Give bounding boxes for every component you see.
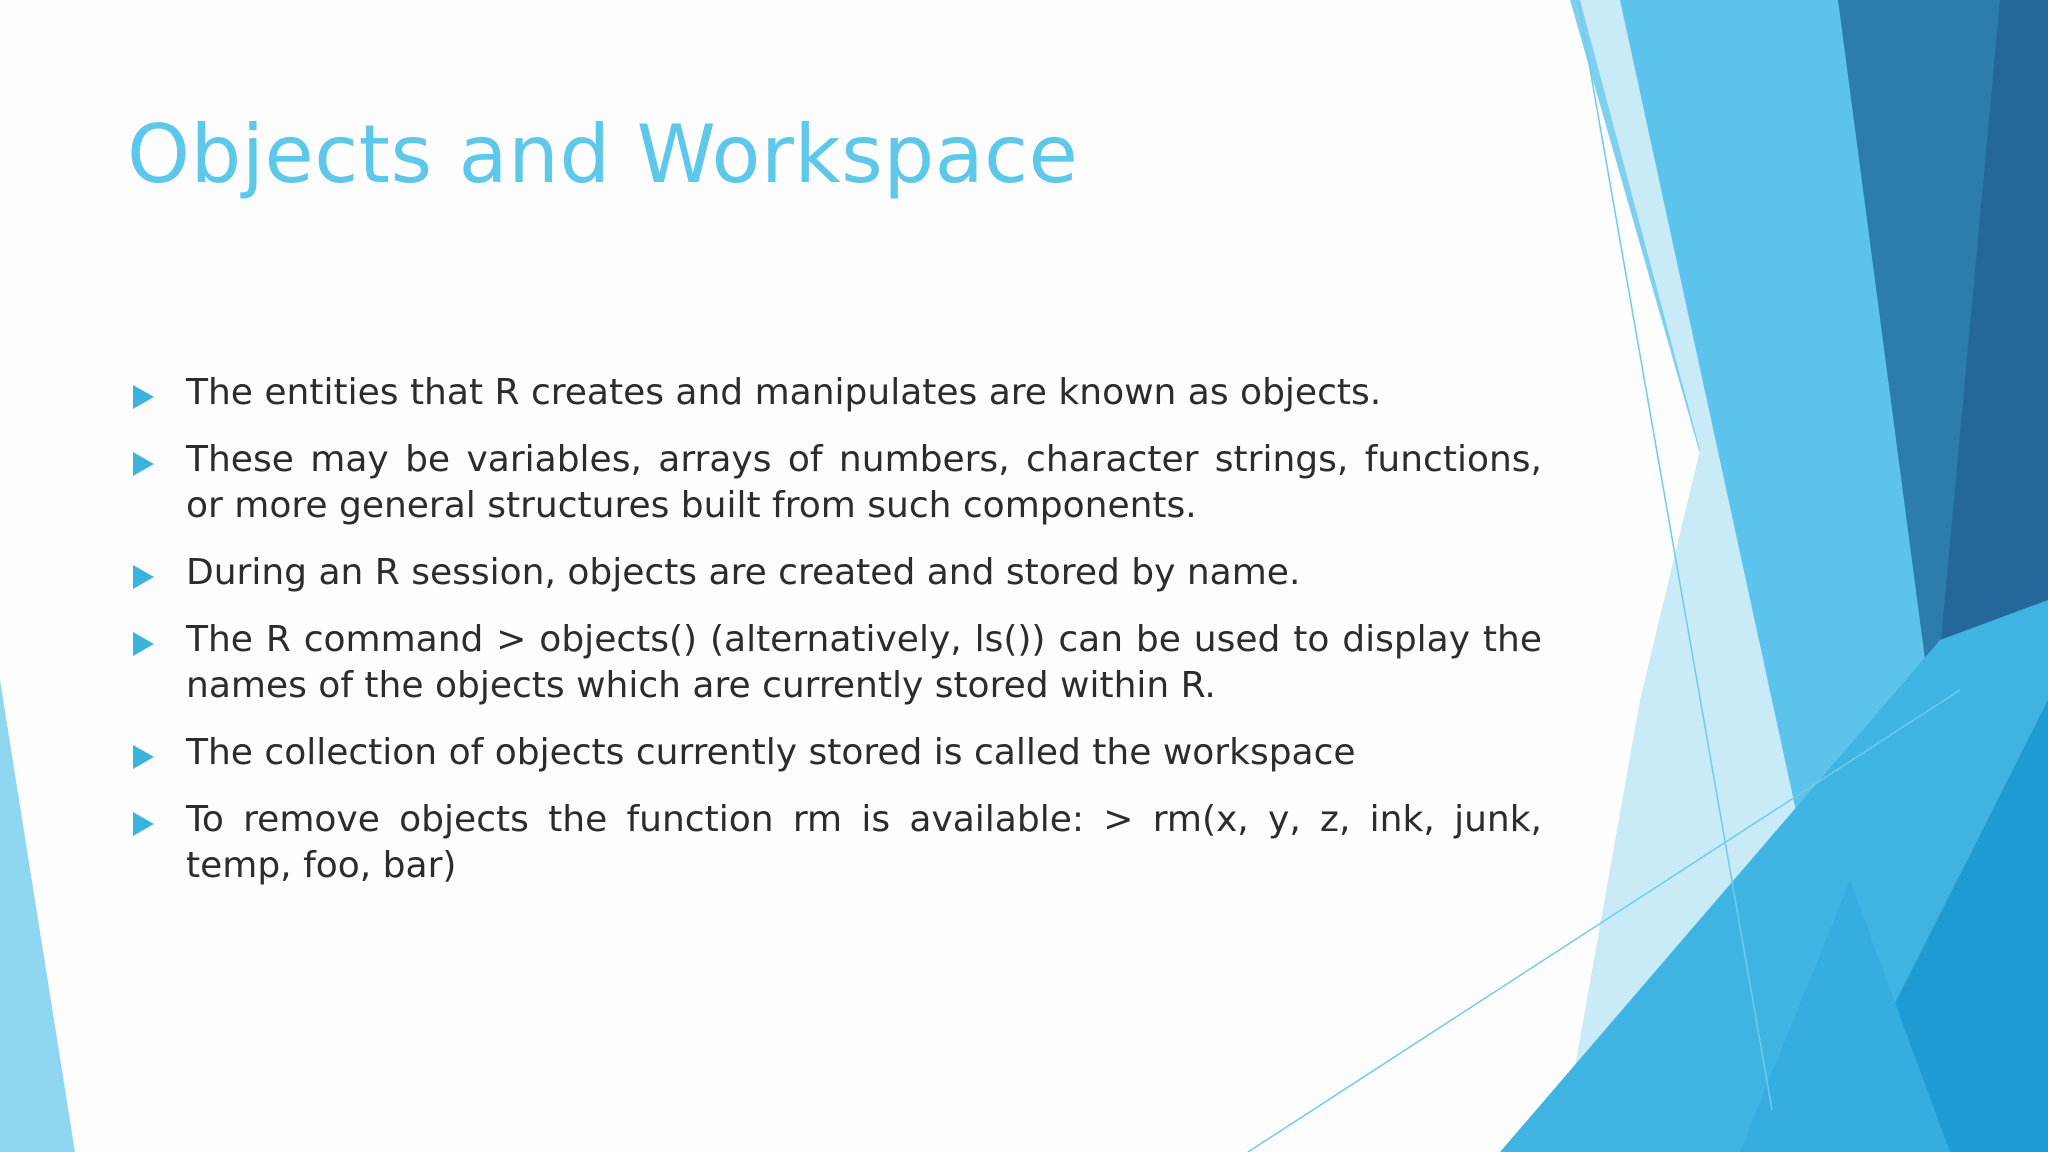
bullet-item: [130, 437, 1542, 529]
bullet-text: The entities that R creates and manipulates are known as objects.: [186, 372, 1382, 413]
bullet-item: [130, 370, 1542, 416]
triangle-right-icon: [133, 565, 154, 589]
bullet-text: To remove objects the function rm is available: > rm(x, y, z, ink, junk, temp, foo, bar): [186, 799, 1542, 886]
bullet-text: These may be variables, arrays of numbers, character strings, functions, or more general structures built from such components.: [186, 439, 1542, 526]
bullet-text: The collection of objects currently stored is called the workspace: [186, 732, 1356, 773]
bullet-item: [130, 730, 1542, 776]
left-accent-shape: [0, 680, 75, 1152]
bullet-item: [130, 550, 1542, 596]
triangle-right-icon: [133, 452, 154, 476]
slide-title: Objects and Workspace: [127, 108, 1079, 201]
bullet-item: [130, 617, 1542, 709]
bullet-text: The R command > objects() (alternatively, ls()) can be used to display the names of the objects which are currently stored within R.: [186, 619, 1542, 706]
triangle-right-icon: [133, 632, 154, 656]
triangle-right-icon: [133, 385, 154, 409]
bullet-list: [130, 370, 1542, 910]
bullet-text: During an R session, objects are created and stored by name.: [186, 552, 1301, 593]
triangle-right-icon: [133, 745, 154, 769]
triangle-right-icon: [133, 812, 154, 836]
bullet-item: [130, 797, 1542, 889]
